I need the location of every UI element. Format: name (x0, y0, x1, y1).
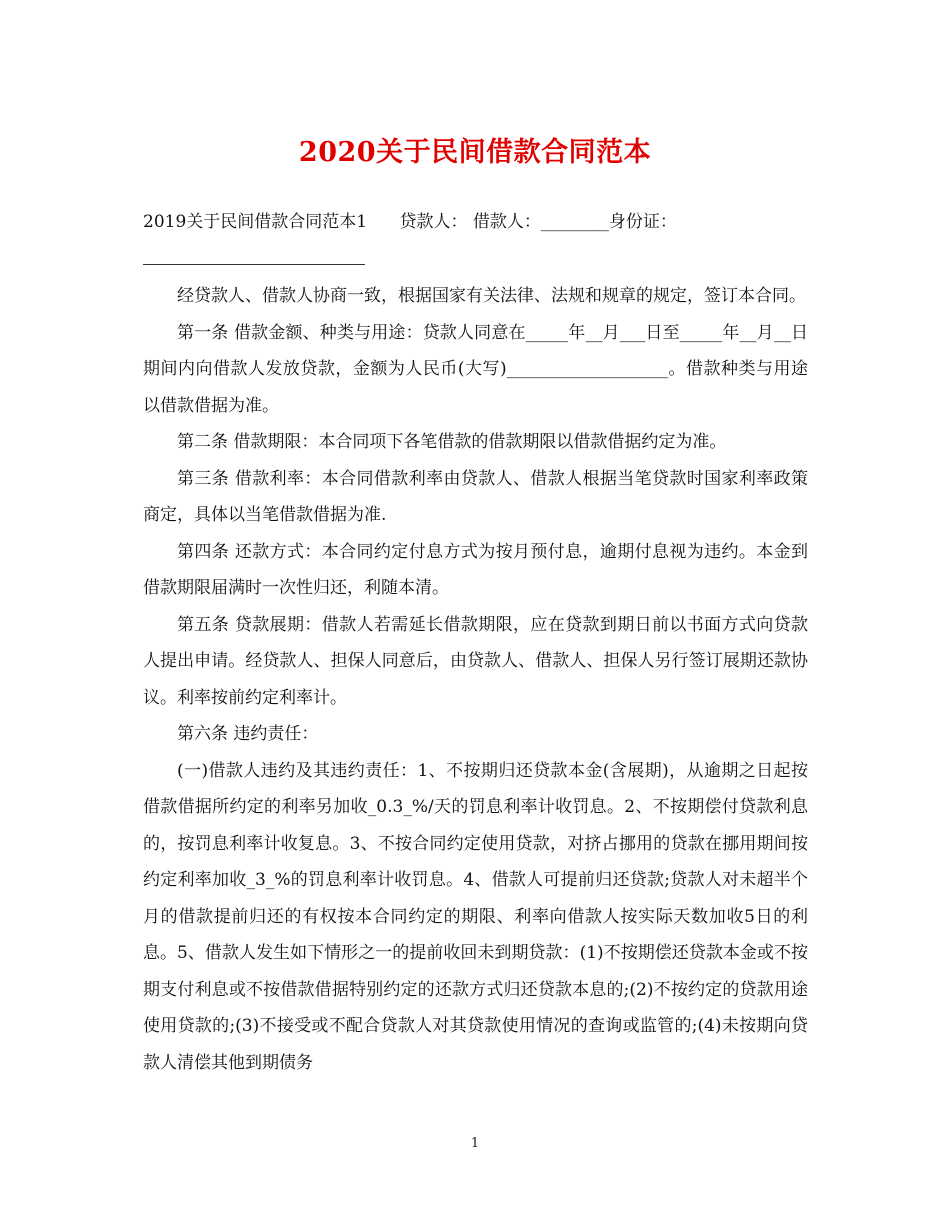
paragraph-article-3: 第三条 借款利率：本合同借款利率由贷款人、借款人根据当笔贷款时国家利率政策商定，具体以当笔借款借据为准. (143, 468, 808, 525)
paragraph-article-6-heading: 第六条 违约责任： (177, 724, 319, 744)
page-number: 1 (470, 1136, 480, 1151)
id-number-blank-line (143, 264, 365, 265)
paragraph-article-6-section-1: (一)借款人违约及其违约责任：1、不按期归还贷款本金(含展期)，从逾期之日起按借款借据所约定的利率另加收_0.3_%/天的罚息利率计收罚息。2、不按期偿付贷款利息的，按罚息利率计收复息。3、不按合同约定使用贷款，对挤占挪用的贷款在挪用期间按约定利率加收_3_%的罚息利率计收罚息。4、借款人可提前归还贷款;贷款人对未超半个月的借款提前归还的有权按本合同约定的期限、利率向借款人按实际天数加收5日的利息。5、借款人发生如下情形之一的提前收回未到期贷款：(1)不按期偿还贷款本金或不按期支付利息或不按借款借据特别约定的还款方式归还贷款本息的;(2)不按约定的贷款用途使用贷款的;(3)不接受或不配合贷款人对其贷款使用情况的查询或监管的;(4)未按期向贷款人清偿其他到期债务 (143, 760, 808, 1073)
paragraph-article-1: 第一条 借款金额、种类与用途：贷款人同意在_____年__月___日至_____年__月__日期间内向借款人发放贷款，金额为人民币(大写)___________________。借款种类与用途以借款借据为准。 (143, 322, 808, 416)
paragraph-article-4: 第四条 还款方式：本合同约定付息方式为按月预付息，逾期付息视为违约。本金到借款期限届满时一次性归还，利随本清。 (143, 541, 808, 598)
contract-body (143, 278, 808, 1081)
contract-header-line: 2019关于民间借款合同范本1 贷款人： 借款人：________身份证： (143, 212, 677, 232)
paragraph-article-2: 第二条 借款期限：本合同项下各笔借款的借款期限以借款借据约定为准。 (177, 432, 727, 452)
paragraph-preamble: 经贷款人、借款人协商一致，根据国家有关法律、法规和规章的规定，签订本合同。 (177, 286, 806, 306)
paragraph-article-5: 第五条 贷款展期：借款人若需延长借款期限，应在贷款到期日前以书面方式向贷款人提出申请。经贷款人、担保人同意后，由贷款人、借款人、担保人另行签订展期还款协议。利率按前约定利率计。 (143, 614, 808, 708)
document-title: 2020关于民间借款合同范本 (298, 137, 652, 168)
